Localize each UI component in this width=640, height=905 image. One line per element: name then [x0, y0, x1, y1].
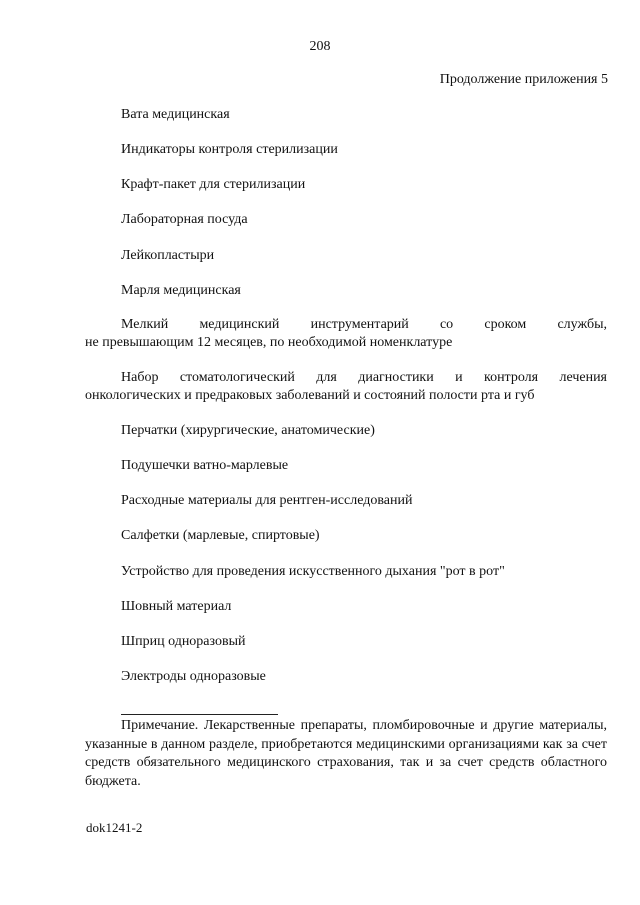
- list-item: Лабораторная посуда: [121, 212, 248, 227]
- list-item: Электроды одноразовые: [121, 669, 266, 684]
- list-item-line: Мелкий медицинский инструментарий со сроком службы,: [121, 317, 607, 332]
- list-item: Шовный материал: [121, 599, 232, 614]
- list-item-line: Набор стоматологический для диагностики и контроля лечения: [121, 370, 607, 385]
- list-item-dental-kit: [85, 369, 607, 405]
- footnote-divider: [121, 714, 278, 715]
- list-item: Подушечки ватно-марлевые: [121, 458, 289, 473]
- list-item-line: не превышающим 12 месяцев, по необходимой номенклатуре: [85, 335, 453, 350]
- list-item-instruments: [85, 316, 607, 352]
- list-item: Крафт-пакет для стерилизации: [121, 177, 306, 192]
- list-item: Вата медицинская: [121, 107, 230, 122]
- list-item: Шприц одноразовый: [121, 634, 246, 649]
- list-item: Лейкопластыри: [121, 248, 215, 263]
- footnote-note: Примечание. Лекарственные препараты, пломбировочные и другие материалы, указанные в данном разделе, приобретаются медицинскими организациями как за счет средств обязательного медицинского страхования, так и за счет средств областного бюджета.: [85, 718, 607, 789]
- list-item: Салфетки (марлевые, спиртовые): [121, 528, 320, 543]
- list-item: Расходные материалы для рентген-исследований: [121, 493, 413, 508]
- list-item: Перчатки (хирургические, анатомические): [121, 423, 375, 438]
- list-item: Марля медицинская: [121, 283, 241, 298]
- document-code: dok1241-2: [86, 820, 143, 835]
- continuation-label: Продолжение приложения 5: [439, 72, 608, 87]
- list-item-line: онкологических и предраковых заболеваний и состояний полости рта и губ: [85, 388, 535, 403]
- page-number: 208: [309, 39, 331, 54]
- list-item: Устройство для проведения искусственного дыхания "рот в рот": [121, 564, 505, 579]
- list-item: Индикаторы контроля стерилизации: [121, 142, 338, 157]
